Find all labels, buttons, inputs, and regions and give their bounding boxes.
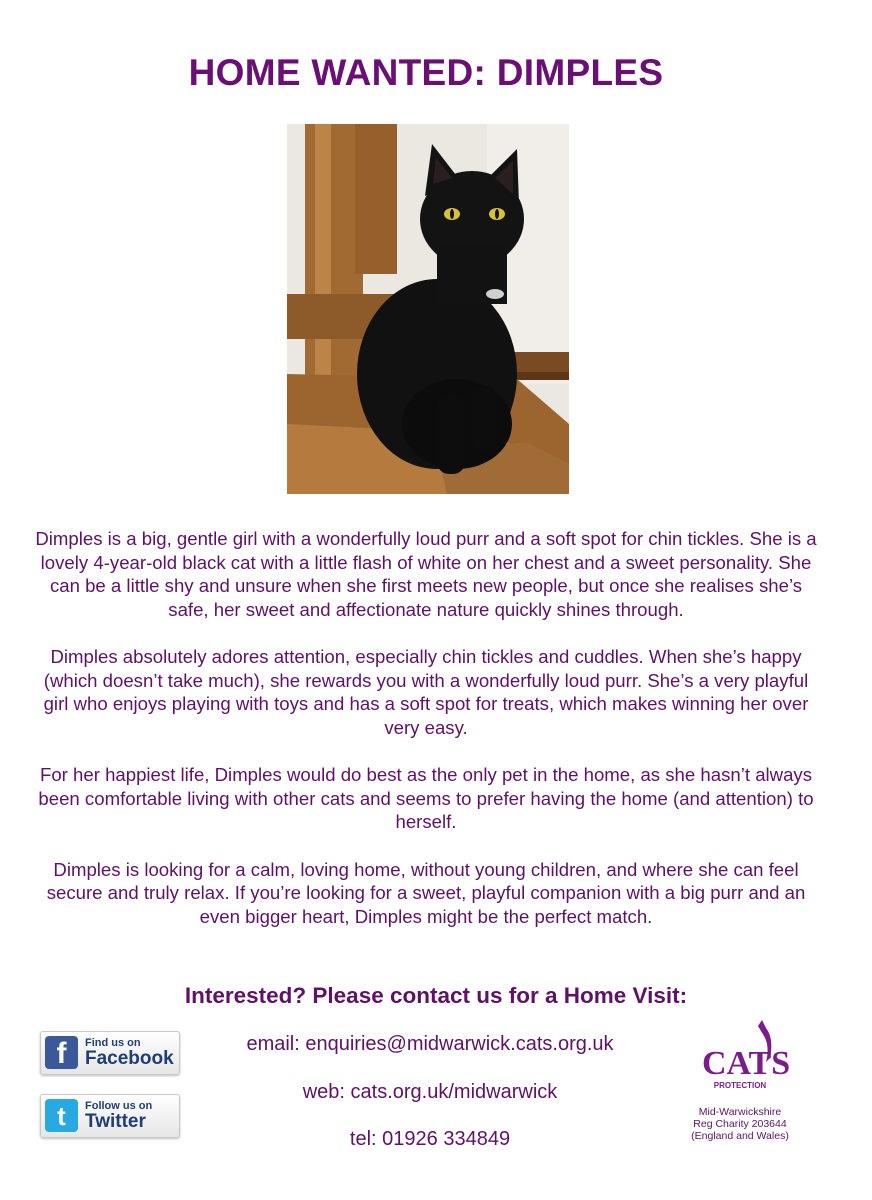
description-paragraph: For her happiest life, Dimples would do best as the only pet in the home, as she hasn’t always been comfortable living with other cats and seems to prefer having the home (and attention) to herself. (38, 764, 814, 832)
twitter-icon: t (45, 1099, 78, 1132)
facebook-small-label: Find us on (85, 1037, 141, 1049)
contact-email[interactable]: email: enquiries@midwarwick.cats.org.uk (246, 1033, 614, 1055)
cats-protection-logo-mark (700, 1018, 791, 1096)
cat-photo (287, 124, 569, 494)
twitter-big-label: Twitter (85, 1111, 146, 1132)
charity-line: Reg Charity 203644 (693, 1118, 787, 1130)
contact-web[interactable]: web: cats.org.uk/midwarwick (302, 1081, 558, 1103)
facebook-icon: f (45, 1036, 78, 1069)
cat-photo-image (287, 124, 569, 494)
facebook-button[interactable] (40, 1031, 180, 1075)
twitter-button[interactable] (40, 1094, 180, 1138)
charity-line: (England and Wales) (691, 1130, 789, 1142)
description-paragraph: Dimples is looking for a calm, loving home, without young children, and where she can feel secure and truly relax. If you’re looking for a sweet, playful companion with a big purr and an even bigger heart, Dimples might be the perfect match. (46, 858, 806, 927)
contact-heading: Interested? Please contact us for a Home Visit: (184, 983, 688, 1008)
page-title: HOME WANTED: DIMPLES (188, 52, 664, 93)
facebook-big-label: Facebook (85, 1048, 174, 1069)
description-paragraph: Dimples is a big, gentle girl with a wonderfully loud purr and a soft spot for chin tickles. She is a lovely 4-year-old black cat with a little flash of white on her chest and a sweet personality. She can be a little shy and unsure when she first meets new people, but once she realises she’s safe, her sweet and affectionate nature quickly shines through. (35, 528, 817, 620)
charity-line: Mid-Warwickshire (698, 1106, 782, 1118)
logo-subtext: PROTECTION (713, 1081, 767, 1090)
description (30, 527, 822, 952)
logo-text: CATS (702, 1045, 791, 1082)
cats-protection-logo (700, 1018, 791, 1096)
twitter-small-label: Follow us on (85, 1100, 153, 1112)
description-paragraph: Dimples absolutely adores attention, especially chin tickles and cuddles. When she’s happy (which doesn’t take much), she rewards you with a wonderfully loud purr. She’s a very playful girl who enjoys playing with toys and has a soft spot for treats, which makes winning her over very easy. (43, 646, 809, 738)
charity-info (660, 1106, 820, 1142)
contact-tel[interactable]: tel: 01926 334849 (349, 1128, 511, 1150)
